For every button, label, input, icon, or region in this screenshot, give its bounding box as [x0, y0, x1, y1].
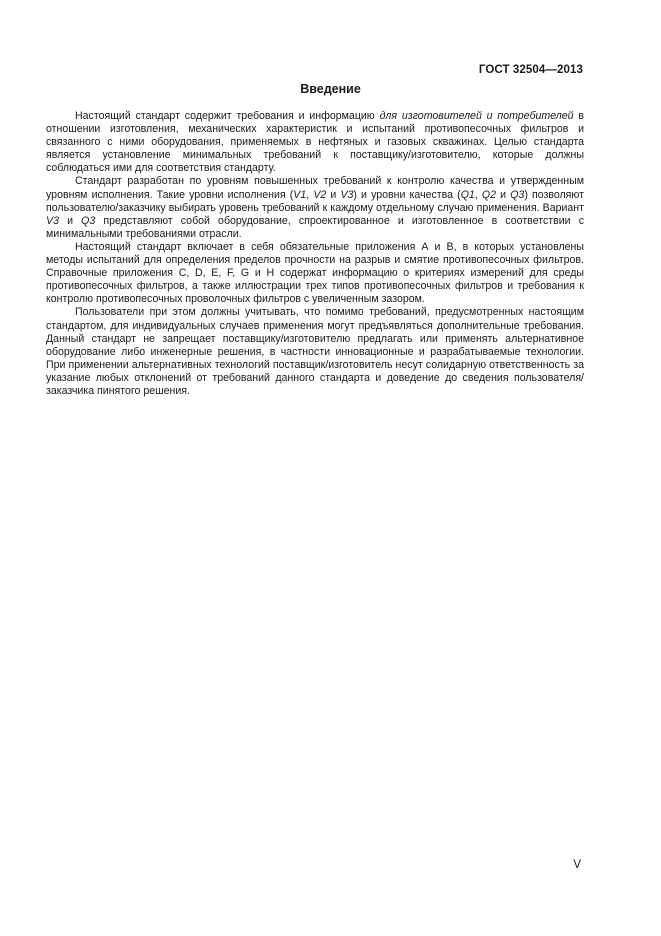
paragraph-users: Пользователи при этом должны учитывать, что помимо требований, предусмотренных настоящим стандартом, для индивидуальных случаев применения могут предъявляться дополнительные требования. Данный стандарт не запрещает поставщику/изготовителю предлагать или применять альтернативное оборудование либо инженерные решения, в частности инновационные и разрабатываемые технологии. При применении альтернативных технологий поставщик/изготовитель несут солидарную ответственность за указание любых отклонений от требований данного стандарта и доведение до сведения пользователя/заказчика пинятого решения.	[46, 306, 584, 397]
paragraph-purpose-end: в отношении изготовления, механических характеристик и испытаний противопесочных фильтров и связанного с ними оборудования, применяемых в нефтяных и газовых скважинах. Целью стандарта является установление минимальных требований к поставщику/изготовителю, которые должны соблюдаться ими для соответствия стандарту.	[46, 110, 584, 175]
page-number: V	[573, 859, 581, 871]
paragraph-levels: Стандарт разработан по уровням повышенных требований к контролю качества и утвержденным уровням исполнения. Такие уровни исполнения (V1, V2 и V3) и уровни качества (Q1, Q2 и Q3) позволяют пользователю/заказчику выбирать уровень требований к каждому отдельному случаю применения. Вариант V3 и Q3 представляют собой оборудование, спроектированное и изготовленное в соответствии с минимальными требованиями отрасли.	[46, 175, 584, 240]
page-title: Введение	[300, 82, 361, 96]
paragraph-purpose	[46, 110, 584, 175]
introduction-body	[46, 110, 584, 398]
paragraph-annexes: Настоящий стандарт включает в себя обязательные приложения А и В, в которых установлены методы испытаний для определения пределов прочности на разрыв и смятие противопесочных фильтров. Справочные приложения С, D, E, F, G и Н содержат информацию о критериях измерений для среды противопесочных фильтров, а также иллюстрации трех типов противопесочных фильтров и требования к контролю противопесочных проволочных фильтров с увеличенным зазором.	[46, 240, 584, 306]
document-code: ГОСТ 32504—2013	[478, 64, 583, 76]
paragraph-purpose-emphasis: для изготовителей и потребителей	[379, 110, 574, 122]
paragraph-purpose-start: Настоящий стандарт содержит требования и информацию	[75, 110, 380, 122]
